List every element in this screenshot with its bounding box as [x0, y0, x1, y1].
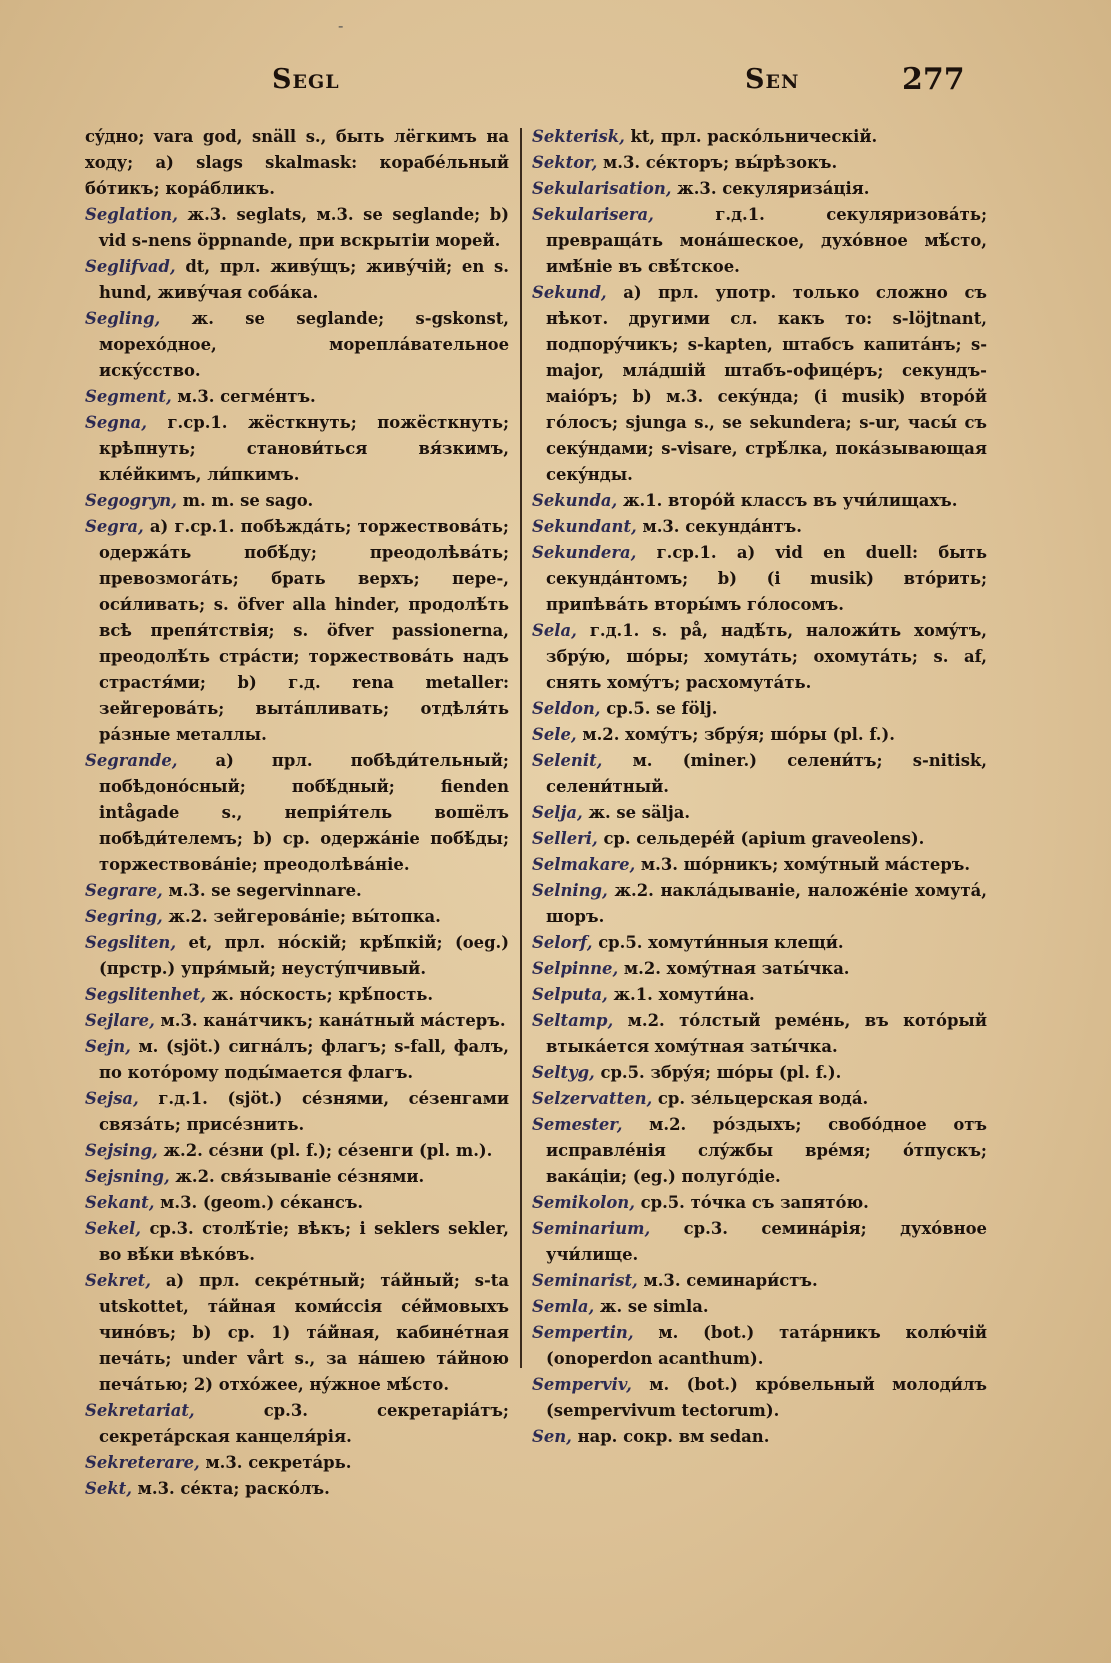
dictionary-entry	[532, 124, 987, 150]
definition: нар. сокр. вм sedan.	[577, 1427, 770, 1446]
definition: ср. зéльцерская водá.	[657, 1089, 869, 1108]
definition: dt, прл. живýщъ; живýчій; en s. hund, живýчая собáка.	[99, 257, 509, 302]
definition: m. m. se sago.	[182, 491, 314, 510]
definition: ж.1. вторóй классъ въ учи́лищахъ.	[622, 491, 958, 510]
definition: г.д.1. секуляризовáть; превращáть монáшеское, духóвное мѣ́сто, имѣ́ніе въ свѣ́тское.	[546, 205, 987, 276]
headword: Sejsa,	[85, 1089, 139, 1108]
headword: Sekund,	[532, 283, 607, 302]
headword: Seminarist,	[532, 1271, 638, 1290]
running-head-left: Segl	[272, 64, 340, 95]
definition: a) прл. побѣди́тельный; побѣдонóсный; побѣ́дный; fienden intågade s., непрія́тель вошёлъ побѣди́телемъ; b) ср. одержáніе побѣ́ды; торжествовáніе; преодолѣвáніе.	[99, 751, 509, 874]
headword: Seldon,	[532, 699, 601, 718]
dictionary-entry	[532, 930, 987, 956]
dictionary-entry	[532, 1372, 987, 1424]
dictionary-entry	[532, 1112, 987, 1190]
dictionary-entry	[85, 1450, 509, 1476]
headword: Semperviv,	[532, 1375, 632, 1394]
dictionary-entry	[85, 748, 509, 878]
dictionary-entry	[532, 826, 987, 852]
dictionary-entry	[532, 1190, 987, 1216]
definition: м.2. хомýтъ; збрýя; шóры (pl. f.).	[582, 725, 895, 744]
headword: Seglifvad,	[85, 257, 176, 276]
headword: Sela,	[532, 621, 577, 640]
definition: kt, прл. раскóльническій.	[630, 127, 878, 146]
definition: a) г.ср.1. побѣждáть; торжествовáть; одержáть побѣ́ду; преодолѣвáть; превозмогáть; брать верхъ; пере-, оси́ливать; s. öfver alla hinder, продолѣ́ть всѣ препя́тствія; s. öfver passionerna, преодолѣ́ть стрáсти; торжествовáть надъ страстя́ми; b) г.д. rena metaller: зейгеровáть; вытáпливать; отдѣля́ть рáзные металлы.	[99, 517, 509, 744]
dictionary-entry	[532, 1060, 987, 1086]
headword: Selzervatten,	[532, 1089, 653, 1108]
dictionary-entry	[532, 176, 987, 202]
headword: Selorf,	[532, 933, 593, 952]
dictionary-entry	[85, 1398, 509, 1450]
dictionary-entry	[85, 1190, 509, 1216]
headword: Sekularisera,	[532, 205, 654, 224]
definition: м.2. хомýтная заты́чка.	[623, 959, 850, 978]
definition: ср.5. тóчка съ запятóю.	[640, 1193, 869, 1212]
dictionary-entry	[532, 618, 987, 696]
definition: ж.1. хомути́на.	[613, 985, 755, 1004]
headword: Sele,	[532, 725, 577, 744]
headword: Sekundera,	[532, 543, 637, 562]
dictionary-entry	[532, 696, 987, 722]
definition: ж. se simla.	[599, 1297, 709, 1316]
dictionary-entry	[532, 514, 987, 540]
definition: ж. se sälja.	[588, 803, 691, 822]
right-column	[532, 124, 987, 1450]
headword: Selja,	[532, 803, 583, 822]
headword: Sejlare,	[85, 1011, 155, 1030]
dictionary-entry	[85, 930, 509, 982]
dictionary-entry	[85, 1164, 509, 1190]
dictionary-entry	[532, 1268, 987, 1294]
dictionary-entry	[85, 1008, 509, 1034]
dictionary-entry	[85, 306, 509, 384]
definition: ж.3. seglats, м.3. se seglande; b) vid s-nens öppnande, при вскрытіи морей.	[99, 205, 509, 250]
definition: ср.3. семинáрія; духóвное учи́лище.	[546, 1219, 987, 1264]
dictionary-entry	[532, 852, 987, 878]
headword: Seltamp,	[532, 1011, 614, 1030]
definition: м.3. секретáрь.	[205, 1453, 352, 1472]
dictionary-entry	[85, 124, 509, 202]
definition: м. (miner.) селени́тъ; s-nitisk, селени́тный.	[546, 751, 987, 796]
dictionary-entry	[532, 540, 987, 618]
definition: ж.2. зейгеровáніе; вы́топка.	[168, 907, 441, 926]
definition: a) прл. употр. только сложно съ нѣкот. другими сл. какъ то: s-löjtnant, подпорýчикъ; s-kapten, штабсъ капитáнъ; s-major, млáдшій штабъ-офицéръ; секундъ-маióръ; b) м.3. секýнда; (i musik) вторóй гóлосъ; sjunga s., se sekundera; s-ur, часы́ съ секýндами; s-visare, стрѣ́лка, покáзывающая секýнды.	[546, 283, 987, 484]
headword: Semester,	[532, 1115, 623, 1134]
left-column	[85, 124, 509, 1502]
headword: Sejsing,	[85, 1141, 158, 1160]
headword: Sekretariat,	[85, 1401, 195, 1420]
definition: г.ср.1. жёсткнуть; пожёсткнуть; крѣпнуть; станови́ться вя́зкимъ, клéйкимъ, ли́пкимъ.	[99, 413, 509, 484]
dictionary-entry	[532, 982, 987, 1008]
dictionary-entry	[532, 150, 987, 176]
definition: м.3. сéкторъ; вы́рѣзокъ.	[603, 153, 838, 172]
dictionary-entry	[532, 878, 987, 930]
definition: ср.5. se följ.	[606, 699, 718, 718]
definition: ср.3. столѣ́тіе; вѣкъ; i seklers sekler, во вѣ́ки вѣкóвъ.	[99, 1219, 509, 1264]
dictionary-entry	[532, 1086, 987, 1112]
dictionary-entry	[85, 202, 509, 254]
headword: Segrande,	[85, 751, 178, 770]
headword: Seltyg,	[532, 1063, 595, 1082]
headword: Sejn,	[85, 1037, 131, 1056]
dictionary-entry	[85, 1268, 509, 1398]
headword: Sektor,	[532, 153, 598, 172]
headword: Seglation,	[85, 205, 178, 224]
headword: Sempertin,	[532, 1323, 634, 1342]
running-head-right: Sen	[745, 64, 800, 95]
headword: Segment,	[85, 387, 172, 406]
dictionary-entry	[85, 904, 509, 930]
definition: м. (bot.) татáрникъ колю́чій (onoperdon acanthum).	[546, 1323, 987, 1368]
headword: Segrare,	[85, 881, 163, 900]
definition: м.3. (geom.) сéкансъ.	[160, 1193, 364, 1212]
definition: et, прл. нóскій; крѣ́пкій; (oeg.) (прстр.) упря́мый; неустýпчивый.	[99, 933, 509, 978]
top-mark: -	[338, 16, 344, 35]
headword: Segra,	[85, 517, 144, 536]
headword: Segling,	[85, 309, 161, 328]
headword: Selmakare,	[532, 855, 636, 874]
definition: г.ср.1. a) vid en duell: быть секундáнтомъ; b) (i musik) втóрить; припѣвáть вторы́мъ гóлосомъ.	[546, 543, 987, 614]
dictionary-entry	[85, 488, 509, 514]
headword: Selning,	[532, 881, 608, 900]
headword: Sekularisation,	[532, 179, 672, 198]
headword: Selpinne,	[532, 959, 619, 978]
definition: ж.3. секуляризáція.	[677, 179, 870, 198]
dictionary-entry	[532, 800, 987, 826]
dictionary-entry	[532, 1008, 987, 1060]
dictionary-entry	[85, 1138, 509, 1164]
definition: ср. сельдерéй (apium graveolens).	[603, 829, 925, 848]
dictionary-entry	[85, 982, 509, 1008]
definition: м.3. секундáнтъ.	[642, 517, 802, 536]
headword: Semikolon,	[532, 1193, 635, 1212]
column-divider	[520, 128, 522, 1368]
headword: Sekret,	[85, 1271, 151, 1290]
page-number: 277	[902, 62, 965, 97]
definition: ж.2. наклáдываніе, наложéніе хомутá, шоръ.	[546, 881, 987, 926]
dictionary-entry	[85, 254, 509, 306]
dictionary-entry	[532, 748, 987, 800]
headword: Sekundant,	[532, 517, 637, 536]
headword: Segsliten,	[85, 933, 177, 952]
definition: ср.5. збрýя; шóры (pl. f.).	[600, 1063, 842, 1082]
dictionary-entry	[85, 1086, 509, 1138]
dictionary-entry	[85, 384, 509, 410]
dictionary-entry	[85, 1216, 509, 1268]
headword: Sekreterare,	[85, 1453, 200, 1472]
headword: Seminarium,	[532, 1219, 651, 1238]
definition: ж.2. свя́зываніе сéзнями.	[175, 1167, 425, 1186]
definition: ж.2. сéзни (pl. f.); сéзенги (pl. m.).	[163, 1141, 493, 1160]
headword: Sekunda,	[532, 491, 618, 510]
definition: ср.5. хомути́нныя клещи́.	[598, 933, 844, 952]
definition: м. (sjöt.) сигнáлъ; флагъ; s-fall, фалъ, по котóрому поды́мается флагъ.	[99, 1037, 509, 1082]
dictionary-entry	[85, 878, 509, 904]
headword: Segna,	[85, 413, 147, 432]
dictionary-entry	[85, 514, 509, 748]
definition: ср.3. секретаріáтъ; секретáрская канцеля́рія.	[99, 1401, 509, 1446]
dictionary-entry	[532, 1216, 987, 1268]
dictionary-entry	[532, 1320, 987, 1372]
dictionary-entry	[532, 1424, 987, 1450]
definition: a) прл. секрéтный; тáйный; s-ta utskottet, тáйная коми́ссія сéймовыхъ чинóвъ; b) ср. 1) тáйная, кабинéтная печáть; under vårt s., за нáшею тáйною печáтью; 2) отхóжее, нýжное мѣ́сто.	[99, 1271, 509, 1394]
dictionary-entry	[532, 1294, 987, 1320]
headword: Semla,	[532, 1297, 595, 1316]
definition: г.д.1. (sjöt.) сéзнями, сéзенгами связáть; присéзнить.	[99, 1089, 509, 1134]
dictionary-entry	[532, 722, 987, 748]
dictionary-entry	[532, 202, 987, 280]
dictionary-entry	[85, 410, 509, 488]
definition: м.2. тóлстый ремéнь, въ котóрый втыкáется хомýтная заты́чка.	[546, 1011, 988, 1056]
definition: м.3. шóрникъ; хомýтный мáстеръ.	[640, 855, 971, 874]
dictionary-entry	[532, 488, 987, 514]
definition: ж. нóскость; крѣ́пость.	[211, 985, 434, 1004]
definition: г.д.1. s. på, надѣ́ть, наложи́ть хомýтъ, збрýю, шóры; хомутáть; охомутáть; s. af, снять хомýтъ; расхомутáть.	[546, 621, 987, 692]
headword: Sen,	[532, 1427, 572, 1446]
dictionary-entry	[85, 1034, 509, 1086]
headword: Sekel,	[85, 1219, 141, 1238]
headword: Segogryn,	[85, 491, 177, 510]
definition: м.2. рóздыхъ; свобóдное отъ исправлéнія слýжбы врéмя; óтпускъ; вакáціи; (eg.) полугóдіе.	[546, 1115, 987, 1186]
definition: м. (bot.) крóвельный молоди́лъ (sempervivum tectorum).	[546, 1375, 987, 1420]
dictionary-entry	[85, 1476, 509, 1502]
definition: сýдно; vara god, snäll s., быть лёгкимъ на ходу; a) slags skalmask: корабéльный бóтикъ; корáбликъ.	[85, 127, 509, 198]
dictionary-entry	[532, 280, 987, 488]
headword: Sekterisk,	[532, 127, 625, 146]
definition: м.3. канáтчикъ; канáтный мáстеръ.	[160, 1011, 506, 1030]
headword: Selleri,	[532, 829, 598, 848]
headword: Sekant,	[85, 1193, 155, 1212]
definition: м.3. сéкта; раскóлъ.	[137, 1479, 330, 1498]
definition: ж. se seglande; s-gskonst, морехóдное, мореплáвательное искýсство.	[99, 309, 509, 380]
headword: Selenit,	[532, 751, 603, 770]
definition: м.3. семинари́стъ.	[643, 1271, 818, 1290]
headword: Segring,	[85, 907, 163, 926]
definition: м.3. сегмéнтъ.	[177, 387, 316, 406]
headword: Selputa,	[532, 985, 608, 1004]
definition: м.3. se segervinnare.	[168, 881, 362, 900]
headword: Sejsning,	[85, 1167, 170, 1186]
dictionary-entry	[532, 956, 987, 982]
headword: Sekt,	[85, 1479, 132, 1498]
headword: Segslitenhet,	[85, 985, 206, 1004]
